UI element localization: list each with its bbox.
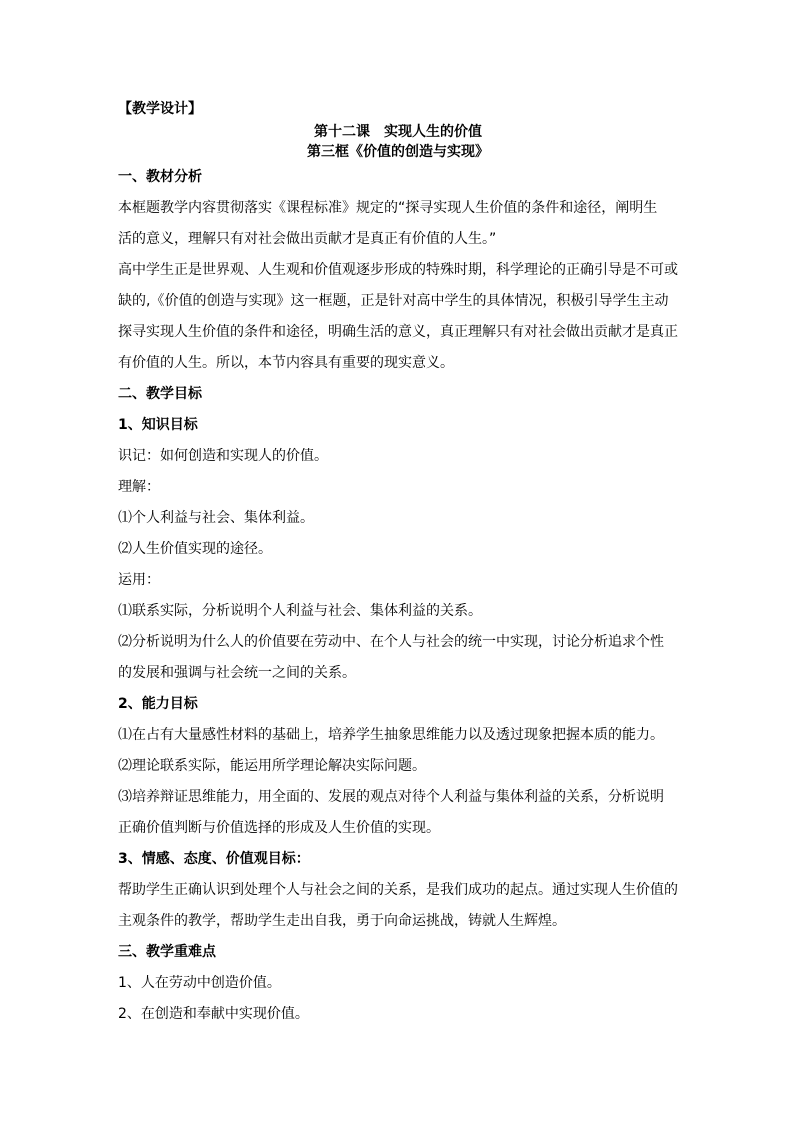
list-label: 运用： xyxy=(118,572,160,588)
paragraph xyxy=(118,193,678,255)
list-item: ⑵理论联系实际，能运用所学理论解决实际问题。 xyxy=(118,758,426,774)
section-teaching-objectives xyxy=(118,379,678,937)
section-heading: 二、教学目标 xyxy=(118,386,202,402)
section-heading: 三、教学重难点 xyxy=(118,944,216,960)
paragraph-line: ⑶培养辩证思维能力，用全面的、发展的观点对待个人利益与集体利益的关系，分析说明 xyxy=(118,789,664,805)
paragraph-line: 高中学生正是世界观、人生观和价值观逐步形成的特殊时期，科学理论的正确引导是不可或 xyxy=(118,262,678,278)
subsection-heading: 2、能力目标 xyxy=(118,696,198,712)
document-page xyxy=(118,99,678,1030)
section-heading: 一、教材分析 xyxy=(118,169,202,185)
paragraph-line: ⑵分析说明为什么人的价值要在劳动中、在个人与社会的统一中实现，讨论分析追求个性 xyxy=(118,634,664,650)
paragraph-line: 缺的,《价值的创造与实现》这一框题，正是针对高中学生的具体情况，积极引导学生主动 xyxy=(118,293,669,309)
list-item: ⑴个人利益与社会、集体利益。 xyxy=(118,510,314,526)
paragraph xyxy=(118,875,678,937)
paragraph-line: 正确价值判断与价值选择的形成及人生价值的实现。 xyxy=(118,820,440,836)
subsection-heading: 3、情感、态度、价值观目标： xyxy=(118,851,310,867)
list-item: 2、在创造和奉献中实现价值。 xyxy=(118,1006,309,1022)
paragraph-line: 的发展和强调与社会统一之间的关系。 xyxy=(118,665,356,681)
lesson-subtitle: 第三框《价值的创造与实现》 xyxy=(307,144,489,160)
paragraph-line: 帮助学生正确认识到处理个人与社会之间的关系，是我们成功的起点。通过实现人生价值的 xyxy=(118,882,678,898)
paragraph-line: 活的意义，理解只有对社会做出贡献才是真正有价值的人生。” xyxy=(118,231,497,247)
paragraph-line: 本框题教学内容贯彻落实《课程标准》规定的“探寻实现人生价值的条件和途径，阐明生 xyxy=(118,200,658,216)
list-label: 理解： xyxy=(118,479,160,495)
list-item: ⑵人生价值实现的途径。 xyxy=(118,541,272,557)
section-key-difficulties xyxy=(118,937,678,1030)
lesson-title: 第十二课 实现人生的价值 xyxy=(314,124,482,140)
section-textbook-analysis xyxy=(118,162,678,379)
paragraph-line: 主观条件的教学，帮助学生走出自我，勇于向命运挑战，铸就人生辉煌。 xyxy=(118,913,566,929)
paragraph-line: 有价值的人生。所以，本节内容具有重要的现实意义。 xyxy=(118,355,454,371)
paragraph-line: 探寻实现人生价值的条件和途径，明确生活的意义，真正理解只有对社会做出贡献才是真正 xyxy=(118,324,678,340)
list-item: 1、人在劳动中创造价值。 xyxy=(118,975,281,991)
list-item xyxy=(118,627,678,689)
subsection-heading: 1、知识目标 xyxy=(118,417,198,433)
list-item xyxy=(118,782,678,844)
list-item: 识记：如何创造和实现人的价值。 xyxy=(118,448,328,464)
list-item: ⑴在占有大量感性材料的基础上，培养学生抽象思维能力以及透过现象把握本质的能力。 xyxy=(118,727,664,743)
list-item: ⑴联系实际，分析说明个人利益与社会、集体利益的关系。 xyxy=(118,603,482,619)
document-tag: 【教学设计】 xyxy=(118,101,202,117)
paragraph xyxy=(118,255,678,379)
